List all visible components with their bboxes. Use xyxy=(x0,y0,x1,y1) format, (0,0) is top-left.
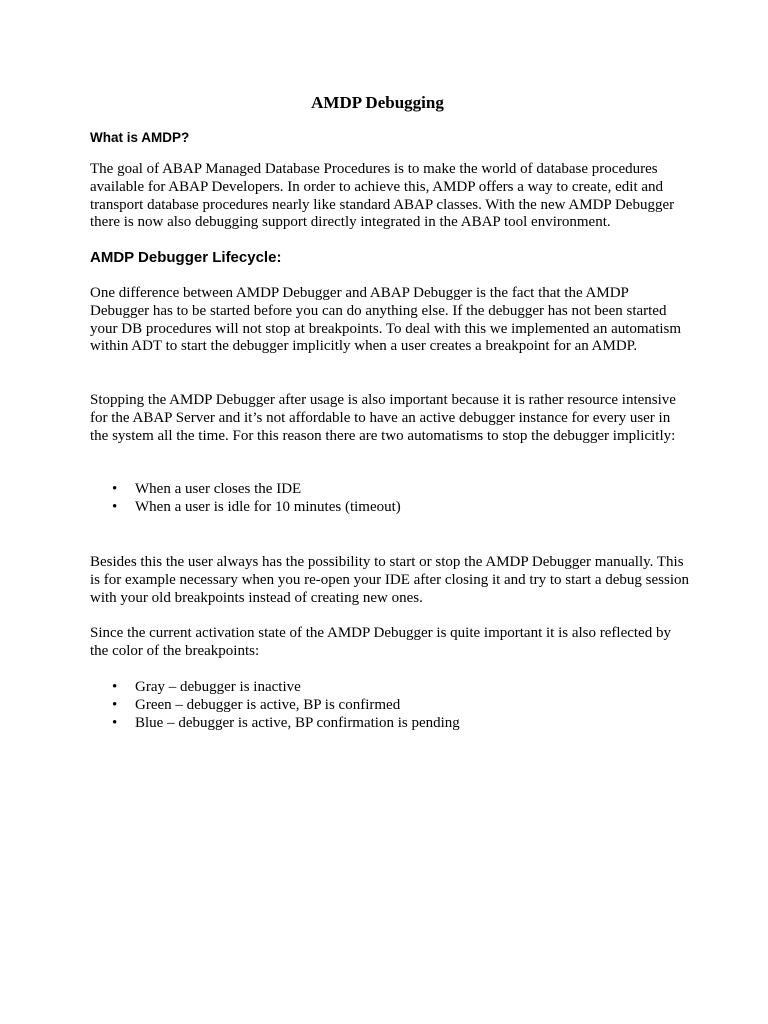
heading-what-is-amdp: What is AMDP? xyxy=(90,130,190,145)
list-item-text: Blue – debugger is active, BP confirmation is pending xyxy=(135,714,460,731)
bullet-icon: • xyxy=(112,696,118,713)
list-item-text: Gray – debugger is inactive xyxy=(135,679,301,695)
list-item-text: When a user closes the IDE xyxy=(135,481,302,497)
list-item xyxy=(90,499,401,517)
stop-automatisms-list xyxy=(90,481,401,517)
list-item xyxy=(90,481,401,499)
heading-debugger-lifecycle: AMDP Debugger Lifecycle: xyxy=(90,249,282,266)
paragraph-amdp-intro: The goal of ABAP Managed Database Procedures is to make the world of database procedures available for ABAP Developers. In order to achieve this, AMDP offers a way to create, edit and transport database procedures nearly like standard ABAP classes. With the new AMDP Debugger there is now also debugging support directly integrated in the ABAP tool environment. xyxy=(90,161,675,231)
bullet-icon: • xyxy=(112,679,118,695)
breakpoint-colors-list xyxy=(90,679,460,732)
paragraph-manual-control: Besides this the user always has the possibility to start or stop the AMDP Debugger manually. This is for example necessary when you re-open your IDE after closing it and try to start a debug session with your old breakpoints instead of creating new ones. xyxy=(90,554,689,606)
paragraph-debugger-start: One difference between AMDP Debugger and ABAP Debugger is the fact that the AMDP Debugger has to be started before you can do anything else. If the debugger has not been started your DB procedures will not stop at breakpoints. To deal with this we implemented an automatism within ADT to start the debugger implicitly when a user creates a breakpoint for an AMDP. xyxy=(90,285,682,355)
bullet-icon: • xyxy=(112,498,118,515)
list-item xyxy=(90,715,460,733)
document-title: AMDP Debugging xyxy=(311,93,444,112)
list-item xyxy=(90,697,460,715)
bullet-icon: • xyxy=(112,481,118,497)
paragraph-debugger-stop: Stopping the AMDP Debugger after usage is also important because it is rather resource intensive for the ABAP Server and it’s not affordable to have an active debugger instance for every user in the system all the time. For this reason there are two automatisms to stop the debugger implicitly: xyxy=(90,392,676,444)
bullet-icon: • xyxy=(112,714,118,731)
list-item-text: When a user is idle for 10 minutes (timeout) xyxy=(135,498,401,515)
list-item-text: Green – debugger is active, BP is confirmed xyxy=(135,696,401,713)
paragraph-breakpoint-colors: Since the current activation state of the AMDP Debugger is quite important it is also reflected by the color of the breakpoints: xyxy=(90,625,671,659)
list-item xyxy=(90,679,460,697)
